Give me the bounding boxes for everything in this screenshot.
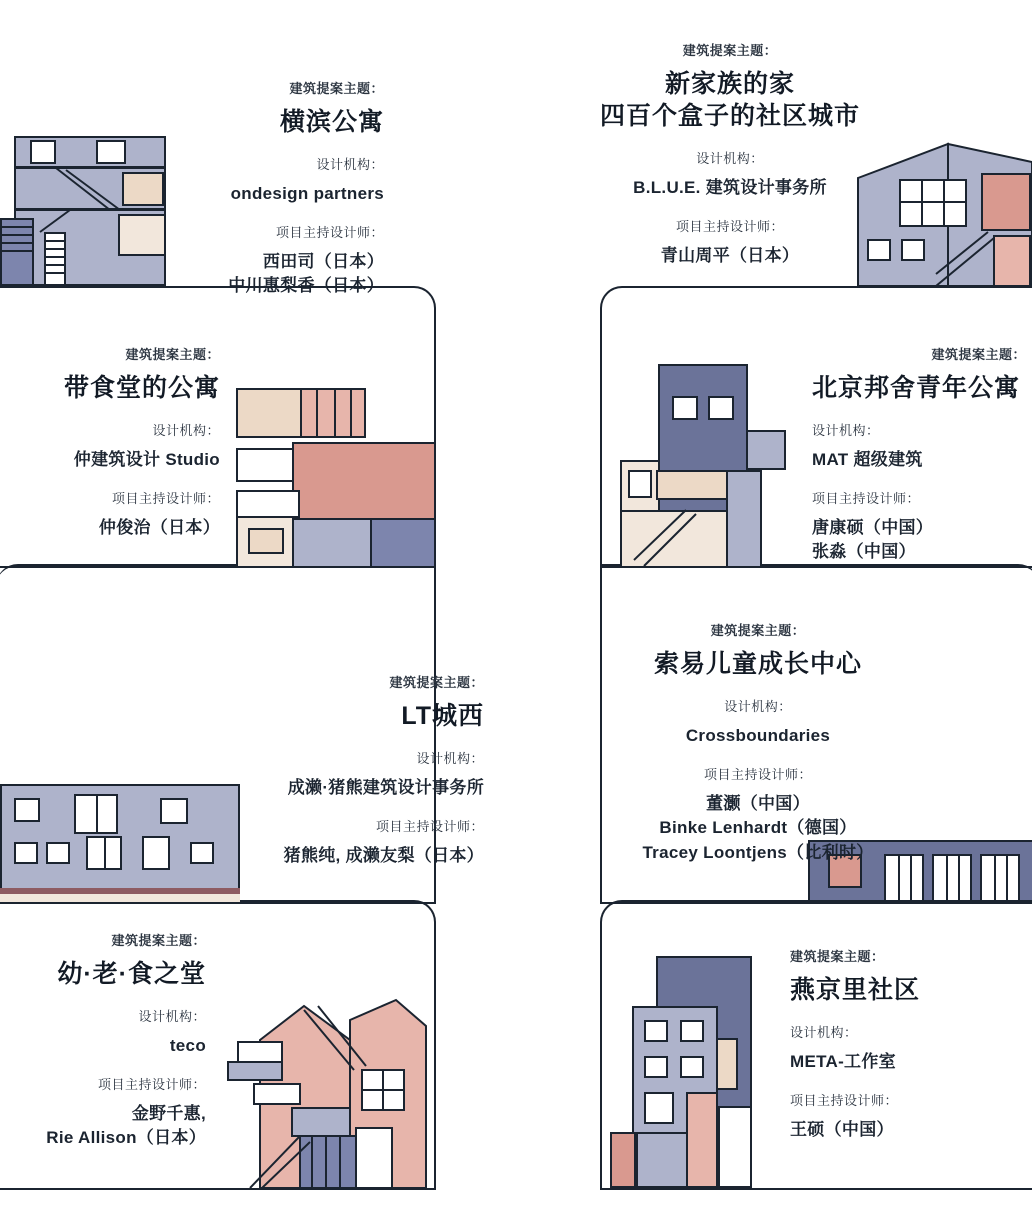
- lead-soyi-children-1: 董灏（中国）: [706, 793, 810, 813]
- theme-new-family-home-2: 四百个盒子的社区城市: [600, 102, 861, 130]
- label-theme: 建筑提案主题：: [931, 347, 1026, 362]
- label-org: 设计机构：: [416, 751, 484, 766]
- card-yanjingli-text: [790, 946, 1006, 1142]
- lead-yanjingli-1: 王硕（中国）: [790, 1119, 894, 1139]
- lead-beijing-bangshe-1: 唐康硕（中国）: [812, 517, 934, 537]
- org-soyi-children: Crossboundaries: [685, 726, 831, 745]
- theme-young-old-canteen: 幼·老·食之堂: [57, 960, 206, 988]
- lead-lt-chengxi-1: 猪熊纯, 成濑友梨（日本）: [283, 845, 484, 865]
- label-theme: 建筑提案主题：: [389, 675, 484, 690]
- label-org: 设计机构：: [790, 1025, 858, 1040]
- lead-soyi-children-2: Binke Lenhardt（德国）: [659, 818, 857, 838]
- label-theme: 建筑提案主题：: [682, 43, 778, 58]
- label-org: 设计机构：: [812, 423, 880, 438]
- lead-yokohama-1: 西田司（日本）: [262, 251, 384, 271]
- lead-beijing-bangshe-2: 张淼（中国）: [812, 542, 916, 562]
- label-org: 设计机构：: [724, 699, 792, 714]
- label-org: 设计机构：: [316, 157, 384, 172]
- org-new-family-home: B.L.U.E. 建筑设计事务所: [633, 178, 827, 197]
- illustration-lt-chengxi: [0, 784, 240, 902]
- card-beijing-bangshe-text: [812, 344, 1026, 565]
- illustration-beijing-bangshe: [600, 364, 786, 568]
- illustration-canteen-apartment: [228, 382, 436, 568]
- label-theme: 建筑提案主题：: [710, 623, 806, 638]
- label-lead: 项目主持设计师：: [812, 490, 921, 506]
- label-org: 设计机构：: [696, 151, 764, 166]
- bottom-rule-left: [0, 1188, 436, 1190]
- label-org: 设计机构：: [152, 423, 220, 438]
- label-theme: 建筑提案主题：: [111, 933, 206, 948]
- illustration-yokohama: [0, 136, 190, 286]
- lead-young-old-canteen-2: Rie Allison（日本）: [46, 1128, 206, 1148]
- label-org: 设计机构：: [138, 1009, 206, 1024]
- lead-young-old-canteen-1: 金野千惠,: [131, 1103, 206, 1123]
- illustration-new-family-home: [848, 140, 1032, 286]
- lead-canteen-apartment-1: 仲俊治（日本）: [98, 517, 220, 537]
- org-yokohama: ondesign partners: [230, 184, 384, 203]
- org-canteen-apartment: 仲建筑设计 Studio: [73, 450, 220, 469]
- theme-canteen-apartment: 带食堂的公寓: [63, 374, 220, 402]
- org-beijing-bangshe: MAT 超级建筑: [812, 450, 923, 469]
- card-lt-chengxi-text: [240, 672, 484, 868]
- card-new-family-home-text: [600, 40, 860, 268]
- label-theme: 建筑提案主题：: [790, 949, 885, 964]
- label-lead: 项目主持设计师：: [790, 1092, 899, 1108]
- label-lead: 项目主持设计师：: [675, 218, 784, 234]
- label-lead: 项目主持设计师：: [97, 1076, 206, 1092]
- label-lead: 项目主持设计师：: [703, 766, 812, 782]
- card-yokohama-text: [170, 78, 384, 299]
- lead-yokohama-2: 中川惠梨香（日本）: [228, 276, 384, 296]
- card-canteen-apartment-text: [10, 344, 220, 540]
- card-soyi-children-text: [548, 620, 968, 866]
- org-lt-chengxi: 成濑·猪熊建筑设计事务所: [287, 778, 484, 797]
- label-lead: 项目主持设计师：: [275, 224, 384, 240]
- org-yanjingli: META-工作室: [790, 1052, 896, 1071]
- theme-lt-chengxi: LT城西: [401, 702, 484, 730]
- lead-soyi-children-3: Tracey Loontjens（比利时）: [642, 843, 874, 863]
- theme-new-family-home-1: 新家族的家: [664, 70, 795, 98]
- illustration-young-old-canteen: [214, 996, 436, 1188]
- label-lead: 项目主持设计师：: [375, 818, 484, 834]
- theme-beijing-bangshe: 北京邦舍青年公寓: [812, 374, 1021, 402]
- bottom-rule-right: [600, 1188, 1032, 1190]
- theme-yanjingli: 燕京里社区: [790, 976, 921, 1004]
- lead-new-family-home-1: 青山周平（日本）: [660, 245, 800, 265]
- org-young-old-canteen: teco: [169, 1036, 206, 1055]
- illustration-yanjingli: [600, 956, 770, 1188]
- label-theme: 建筑提案主题：: [289, 81, 384, 96]
- card-young-old-canteen-text: [20, 930, 206, 1151]
- theme-yokohama: 横滨公寓: [279, 108, 384, 136]
- label-lead: 项目主持设计师：: [111, 490, 220, 506]
- theme-soyi-children: 索易儿童成长中心: [653, 650, 862, 678]
- label-theme: 建筑提案主题：: [125, 347, 220, 362]
